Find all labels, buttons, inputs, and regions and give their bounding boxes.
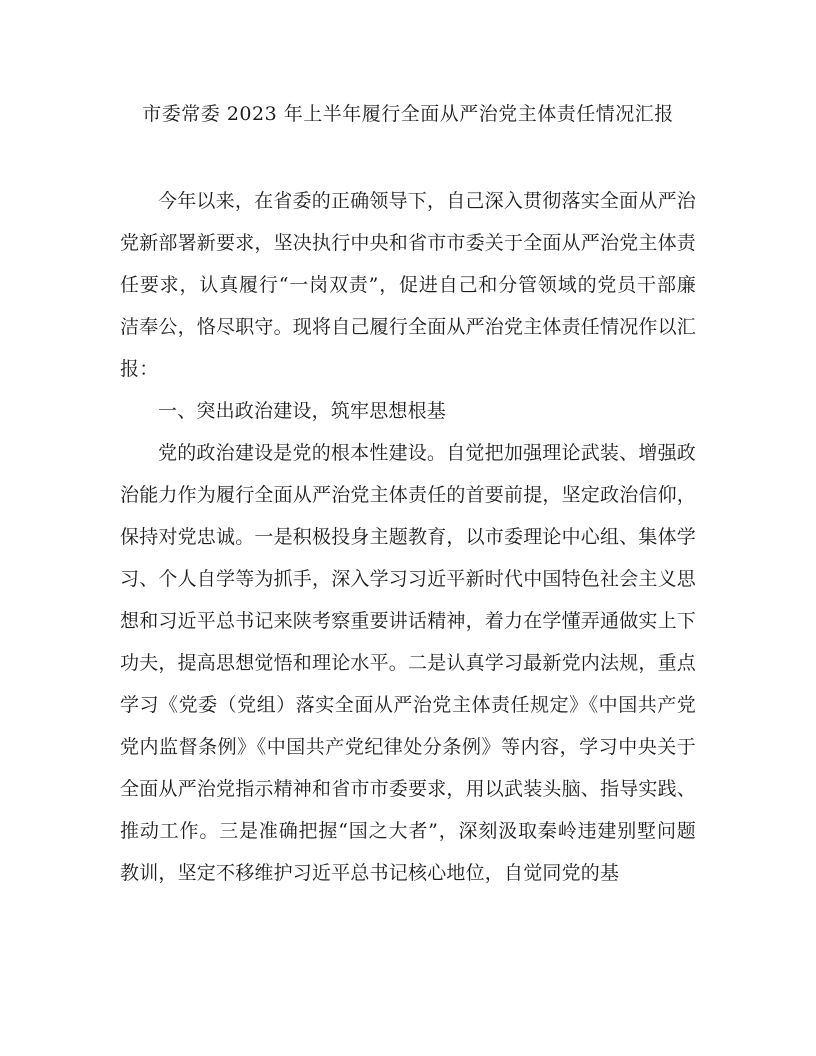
intro-paragraph: 今年以来，在省委的正确领导下，自己深入贯彻落实全面从严治党新部署新要求，坚决执行中央和省市市委关于全面从严治党主体责任要求，认真履行“一岗双责”，促进自己和分管领域的党员干部廉洁奉公，恪尽职守。现将自己履行全面从严治党主体责任情况作以汇报： xyxy=(120,190,697,380)
document-title: 市委常委 2023 年上半年履行全面从严治党主体责任情况汇报 xyxy=(142,103,674,125)
section-1-paragraph: 党的政治建设是党的根本性建设。自觉把加强理论武装、增强政治能力作为履行全面从严治党主体责任的首要前提，坚定政治信仰，保持对党忠诚。一是积极投身主题教育，以市委理论中心组、集体学习、个人自学等为抓手，深入学习习近平新时代中国特色社会主义思想和习近平总书记来陕考察重要讲话精神，着力在学懂弄通做实上下功夫，提高思想觉悟和理论水平。二是认真学习最新党内法规，重点学习《党委（党组）落实全面从严治党主体责任规定》《中国共产党党内监督条例》《中国共产党纪律处分条例》等内容，学习中央关于全面从严治党指示精神和省市市委要求，用以武装头脑、指导实践、推动工作。三是准确把握“国之大者”，深刻汲取秦岭违建别墅问题教训，坚定不移维护习近平总书记核心地位，自觉同党的基 xyxy=(120,442,697,884)
section-heading-1: 一、突出政治建设，筑牢思想根基 xyxy=(158,400,447,422)
document-body xyxy=(120,180,696,894)
